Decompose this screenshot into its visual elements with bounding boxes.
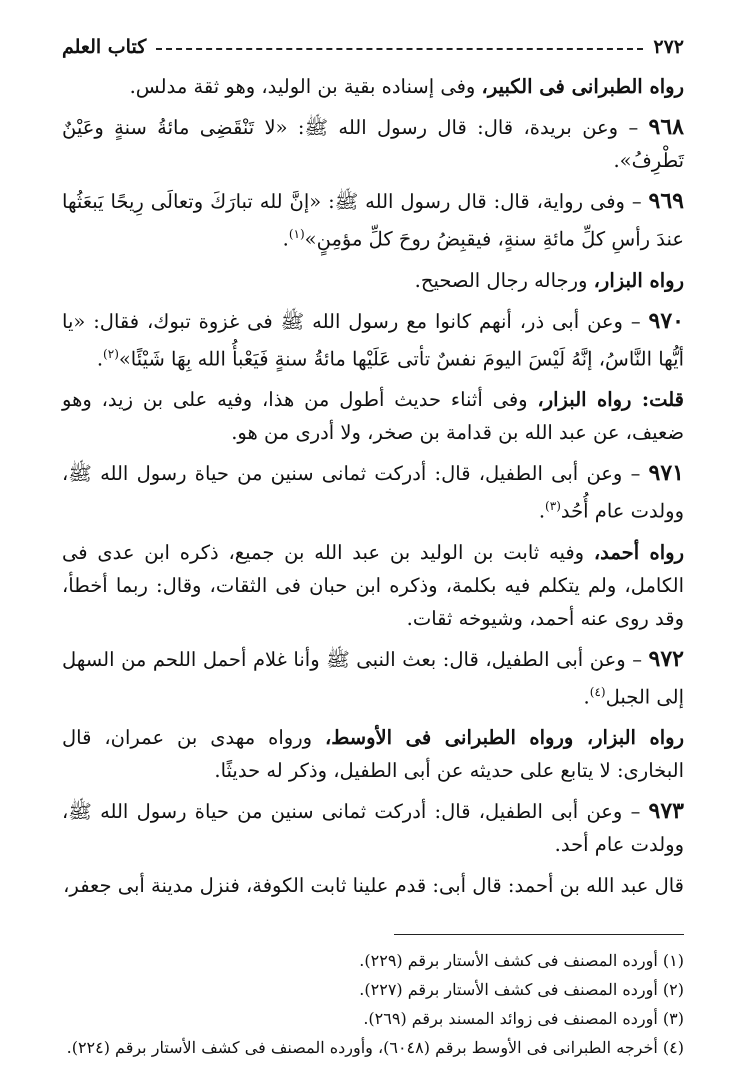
footnote-ref: (١) <box>288 227 305 241</box>
hadith-text: – وعن أبى الطفيل، قال: أدركت ثمانى سنين من حياة رسول الله ﷺ، وولدت عام أُحُد <box>62 462 684 523</box>
hadith-text: – وعن أبى ذر، أنهم كانوا مع رسول الله ﷺ فى غزوة تبوك، فقال: «يا أيُّها النَّاسُ، إنَّهُ لَيْسَ اليومَ نفسٌ تأتى عَلَيْها مائةُ سنةٍ فَيَعْبأُ الله بِهَا شَيْئًا» <box>62 309 684 370</box>
hadith-973 <box>62 795 684 861</box>
para-7-text: وفيه ثابت بن الوليد بن عبد الله بن جميع، ذكره ابن عدى فى الكامل، ولم يتكلم فيه بكلمة، وذكره ابن حبان فى الثقات، وقال: ربما أخطأ، وقد روى عنه أحمد، وشيوخه ثقات. <box>62 540 684 630</box>
footnote-separator <box>394 934 684 935</box>
running-header <box>62 30 684 64</box>
footnote-4: (٤) أخرجه الطبرانى فى الأوسط برقم (٦٠٤٨)، وأورده المصنف فى كشف الأستار برقم (٢٢٤). <box>66 1038 684 1057</box>
hadith-text: – وعن بريدة، قال: قال رسول الله ﷺ: «لا تَنْقَضِى مائةُ سنةٍ وعَيْنٌ تَطْرِفُ». <box>62 116 684 172</box>
para-9-lead: رواه البزار، ورواه الطبرانى فى الأوسط، <box>325 726 684 749</box>
paragraph-0 <box>62 70 684 103</box>
book-title: كتاب العلم <box>62 36 147 58</box>
paragraph-7 <box>62 536 684 635</box>
hadith-number: ٩٦٩ <box>648 188 684 214</box>
para-3-lead: رواه البزار، <box>593 268 684 292</box>
hadith-number: ٩٦٨ <box>648 114 684 140</box>
footnote-2: (٢) أورده المصنف فى كشف الأستار برقم (٢٢٧). <box>359 980 684 999</box>
paragraph-3 <box>62 264 684 297</box>
hadith-969: ٩٦٩ – وفى رواية، قال: قال رسول الله ﷺ: «إنَّ لله تبارَكَ وتعالَى رِيحًا يَبعَثُها عندَ رأسِ كلِّ مائةِ سنةٍ، فيقبِضُ روحَ كلِّ مؤمِنٍ»$^{(١)}$. <box>62 188 684 251</box>
para-0-lead: رواه الطبرانى فى الكبير، <box>481 75 684 98</box>
para-9-text: ورواه مهدى بن عمران، قال البخارى: لا يتابع على حديثه عن أبى الطفيل، وذكر له حديثًا. <box>62 726 684 782</box>
hadith-text: – وعن أبى الطفيل، قال: بعث النبى ﷺ وأنا غلام أحمل اللحم من السهل إلى الجبل <box>62 647 684 708</box>
footnote-ref: (٣) <box>545 499 561 513</box>
hadith-number: ٩٧٠ <box>648 307 684 334</box>
hadith-number: ٩٧١ <box>648 460 684 486</box>
main-text <box>62 70 684 910</box>
hadith-number: ٩٧٢ <box>648 645 684 672</box>
footnote-ref: (٢) <box>103 346 119 361</box>
hadith-971: ٩٧١ – وعن أبى الطفيل، قال: أدركت ثمانى سنين من حياة رسول الله ﷺ، وولدت عام أُحُد$^{(٣)}$. <box>62 460 684 523</box>
page-number: ٢٧٢ <box>653 36 684 58</box>
header-dashed-rule <box>156 48 643 50</box>
paragraph-5 <box>62 383 684 449</box>
footnote-3: (٣) أورده المصنف فى زوائد المسند برقم (٢٦٩). <box>363 1009 684 1028</box>
para-0-text: وفى إسناده بقية بن الوليد، وهو ثقة مدلس. <box>129 75 482 98</box>
para-5-text: وفى أثناء حديث أطول من هذا، وفيه على بن زيد، وهو ضعيف، عن عبد الله بن قدامة بن صخر، ولا أدرى من هو. <box>62 388 684 444</box>
hadith-972: ٩٧٢ – وعن أبى الطفيل، قال: بعث النبى ﷺ وأنا غلام أحمل اللحم من السهل إلى الجبل$^{(٤)}$. <box>62 645 684 708</box>
footnote-ref: (٤) <box>589 684 606 699</box>
paragraph-9 <box>62 721 684 787</box>
hadith-970: ٩٧٠ – وعن أبى ذر، أنهم كانوا مع رسول الله ﷺ فى غزوة تبوك، فقال: «يا أيُّها النَّاسُ، إنَّهُ لَيْسَ اليومَ نفسٌ تأتى عَلَيْها مائةُ سنةٍ فَيَعْبأُ الله بِهَا شَيْئًا»$^{(٢)}$. <box>62 307 684 370</box>
para-3-text: ورجاله رجال الصحيح. <box>414 268 594 292</box>
footnote-1: (١) أورده المصنف فى كشف الأستار برقم (٢٢٩). <box>359 951 684 970</box>
paragraph-11 <box>62 869 684 902</box>
footnotes <box>62 946 684 1062</box>
para-11-text: قال عبد الله بن أحمد: قال أبى: قدم علينا ثابت الكوفة، فنزل مدينة أبى جعفر، <box>63 874 684 897</box>
hadith-text: – وعن أبى الطفيل، قال: أدركت ثمانى سنين من حياة رسول الله ﷺ، وولدت عام أحد. <box>62 800 684 856</box>
hadith-text: – وفى رواية، قال: قال رسول الله ﷺ: «إنَّ لله تبارَكَ وتعالَى رِيحًا يَبعَثُها عندَ رأسِ كلِّ مائةِ سنةٍ، فيقبِضُ روحَ كلِّ مؤمِنٍ» <box>62 190 684 251</box>
para-7-lead: رواه أحمد، <box>593 540 684 564</box>
para-5-lead: قلت: رواه البزار، <box>537 388 684 411</box>
hadith-number: ٩٧٣ <box>648 798 684 824</box>
hadith-968 <box>62 111 684 177</box>
